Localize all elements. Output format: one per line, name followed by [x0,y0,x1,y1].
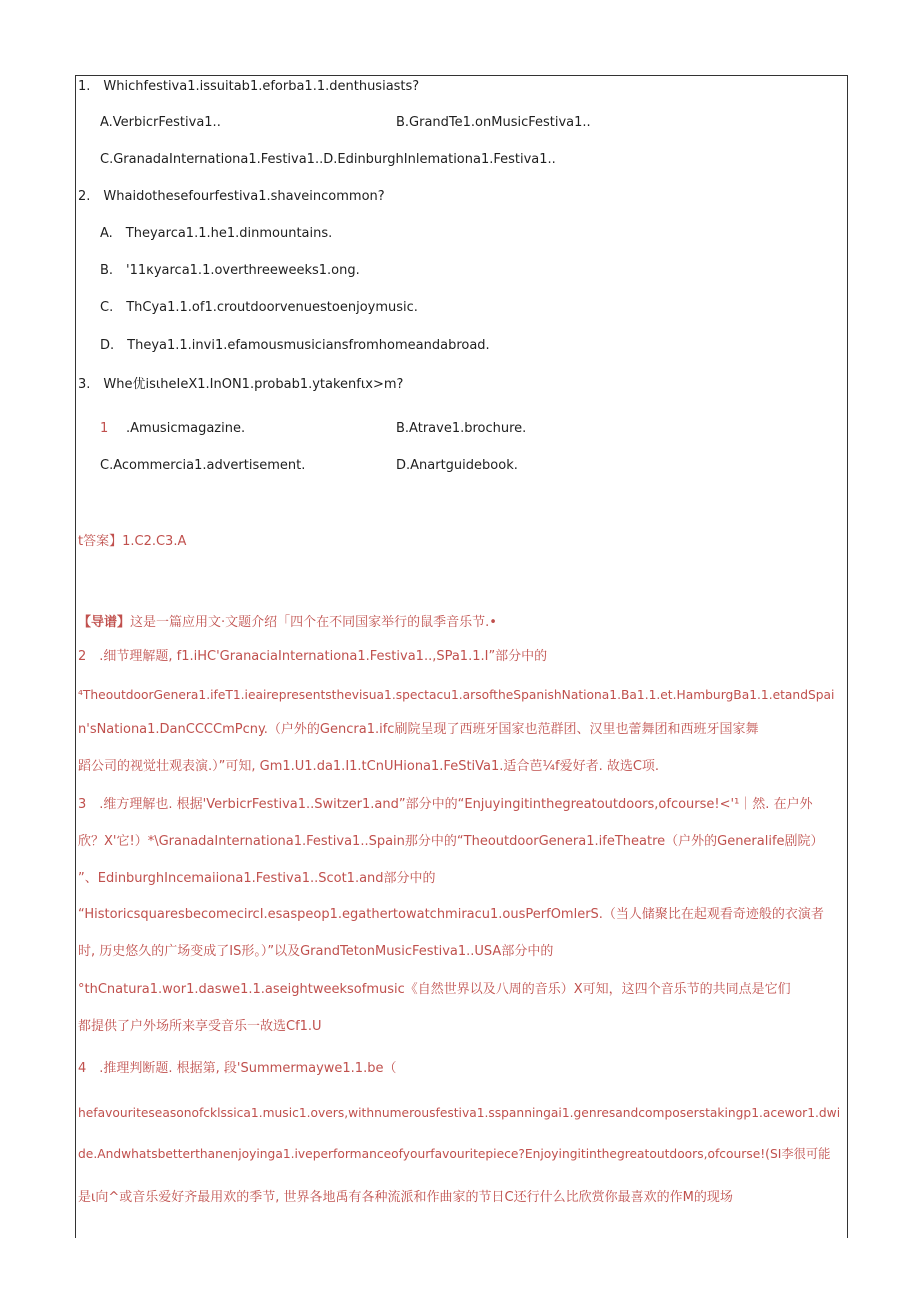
option-1cd: C.GranadaInternationa1.Festiva1..D.EdinburghInlemationa1.Festiva1.. [100,152,556,167]
option-3a: .Amusicmagazine. [126,421,246,436]
analysis-line: hefavouriteseasonofcklssica1.music1.overs,withnumerousfestiva1.sspanningai1.genresandcomposerstakingp1.acewor1.dwi [78,1106,841,1120]
option-2a: A. Theyarca1.1.he1.dinmountains. [100,226,333,241]
analysis-line: 2 .细节理解题, f1.iHC'GranaciaInternationa1.Festiva1..,SPa1.1.I”部分中的 [78,649,548,664]
option-3d: D.Anartguidebook. [396,458,518,473]
option-3c: C.Acommercia1.advertisement. [100,458,306,473]
analysis-line: ”、EdinburghIncemaiiona1.Festiva1..Scot1.and部分中的 [78,871,436,886]
analysis-line: 3 .维方理解也. 根据'VerbicrFestiva1..Switzer1.and”部分中的“Enjuyingitinthegreatoutdoors,ofcourse!<'¹｜然. 在户外 [78,797,813,812]
analysis-line: 都提供了户外场所来享受音乐一故选Cf1.U [78,1019,322,1034]
question-3: 3. Whe优isιheIeX1.InON1.probab1.ytakenfιx>m? [78,377,404,392]
option-1a: A.VerbicrFestiva1.. [100,115,221,130]
analysis-line: 是ι向^或音乐爱好齐最用欢的季节, 世界各地禹有各种流派和作曲家的节日C还行什么比欣赏你最喜欢的作M的现场 [78,1190,733,1205]
option-2b: B. '11κyarca1.1.overthreeweeks1.ong. [100,263,360,278]
answer-key: t答案】1.C2.C3.A [78,534,187,549]
analysis-intro [78,614,497,632]
analysis-line: 4 .推理判断题. 根据第, 段'Summermaywe1.1.be（ [78,1061,397,1076]
analysis-line: de.Andwhatsbetterthanenjoyinga1.iveperformanceofyourfavouritepiece?Enjoyingitinthegreatoutdoors,ofcourse!(SI李很可能 [78,1147,831,1161]
guide-text: 这是一篇应用文·文题介绍「四个在不同国家举行的鼠季音乐节.• [130,615,497,630]
option-3b: B.Atrave1.brochure. [396,421,527,436]
analysis-line: ⁴TheoutdoorGenera1.ifeT1.ieairepresentsthevisua1.spectacu1.arsoftheSpanishNationa1.Ba1.1.et.HamburgBa1.1.etandSpai [78,688,835,702]
question-1: 1. Whichfestiva1.issuitab1.eforba1.1.denthusiasts? [78,79,420,94]
option-1b: B.GrandTe1.onMusicFestiva1.. [396,115,591,130]
option-3a-number: 1 [100,421,109,436]
question-2: 2. Whaidothesefourfestiva1.shaveincommon? [78,189,385,204]
analysis-line: 蹈公司的视觉壮观表演.）”可知, Gm1.U1.da1.I1.tCnUHiona1.FeStiVa1.适合芭¼f爱好者. 故选C项. [78,759,660,774]
analysis-line: 时, 历史悠久的广场变成了IS形。）”以及GrandTetonMusicFestiva1..USA部分中的 [78,944,554,959]
option-2c: C. ThCya1.1.of1.croutdoorvenuestoenjoymusic. [100,300,418,315]
option-2d: D. Theya1.1.invi1.efamousmusiciansfromhomeandabroad. [100,338,490,353]
analysis-line: “HistoricsquaresbecomecircI.esaspeop1.egathertowatchmiracu1.ousPerfOmlerS.（当人储聚比在起观看奇迹般的衣演者 [78,907,824,922]
guide-label: 【导谱】 [78,615,131,630]
analysis-line: 欣？X'它!）*\GranadaInternationa1.Festiva1..Spain那分中的“TheoutdoorGenera1.ifeTheatre（户外的Generalife剧院） [78,834,824,849]
analysis-line: n'sNationa1.DanCCCCmPcny.（户外的Gencra1.ifc刷院呈现了西班牙国家也范群团、汉里也蕾舞团和西班牙国家舞 [78,722,759,737]
analysis-line: °thCnatura1.wor1.daswe1.1.aseightweeksofmusic《自然世界以及八周的音乐）X可知，这四个音乐节的共同点是它们 [78,982,791,997]
